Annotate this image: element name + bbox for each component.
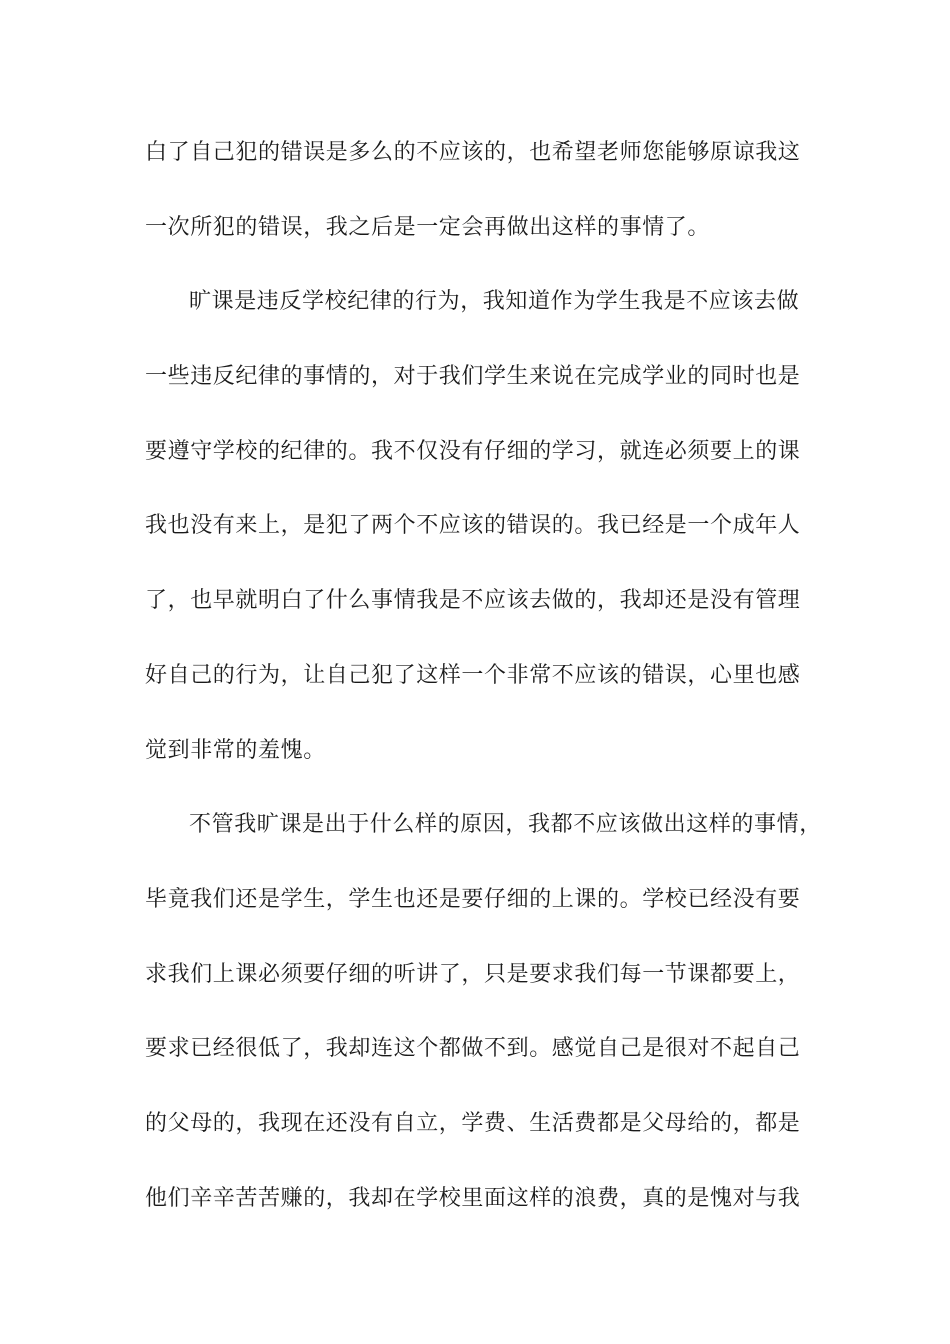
text-line: 求我们上课必须要仔细的听讲了，只是要求我们每一节课都要上， bbox=[145, 961, 801, 987]
text-line: 觉到非常的羞愧。 bbox=[145, 737, 326, 763]
text-line: 一次所犯的错误，我之后是一定会再做出这样的事情了。 bbox=[145, 214, 711, 240]
text-line: 白了自己犯的错误是多么的不应该的，也希望老师您能够原谅我这 bbox=[145, 140, 801, 165]
body-text bbox=[145, 131, 822, 1251]
text-line: 的父母的，我现在还没有自立，学费、生活费都是父母给的，都是 bbox=[145, 1110, 801, 1136]
text-line: 他们辛辛苦苦赚的，我却在学校里面这样的浪费，真的是愧对与我 bbox=[145, 1185, 801, 1211]
text-line: 毕竟我们还是学生，学生也还是要仔细的上课的。学校已经没有要 bbox=[145, 886, 801, 912]
text-line: 一些违反纪律的事情的，对于我们学生来说在完成学业的同时也是 bbox=[145, 364, 801, 390]
text-line: 我也没有来上，是犯了两个不应该的错误的。我已经是一个成年人 bbox=[145, 513, 801, 539]
paragraph-start-line: 不管我旷课是出于什么样的原因，我都不应该做出这样的事情， bbox=[189, 812, 822, 838]
text-line: 要求已经很低了，我却连这个都做不到。感觉自己是很对不起自己 bbox=[145, 1036, 801, 1062]
text-line: 了，也早就明白了什么事情我是不应该去做的，我却还是没有管理 bbox=[145, 588, 801, 614]
paragraph-start-line: 旷课是违反学校纪律的行为，我知道作为学生我是不应该去做 bbox=[189, 289, 800, 315]
text-line: 好自己的行为，让自己犯了这样一个非常不应该的错误，心里也感 bbox=[145, 662, 801, 688]
text-line: 要遵守学校的纪律的。我不仅没有仔细的学习，就连必须要上的课 bbox=[145, 438, 801, 464]
